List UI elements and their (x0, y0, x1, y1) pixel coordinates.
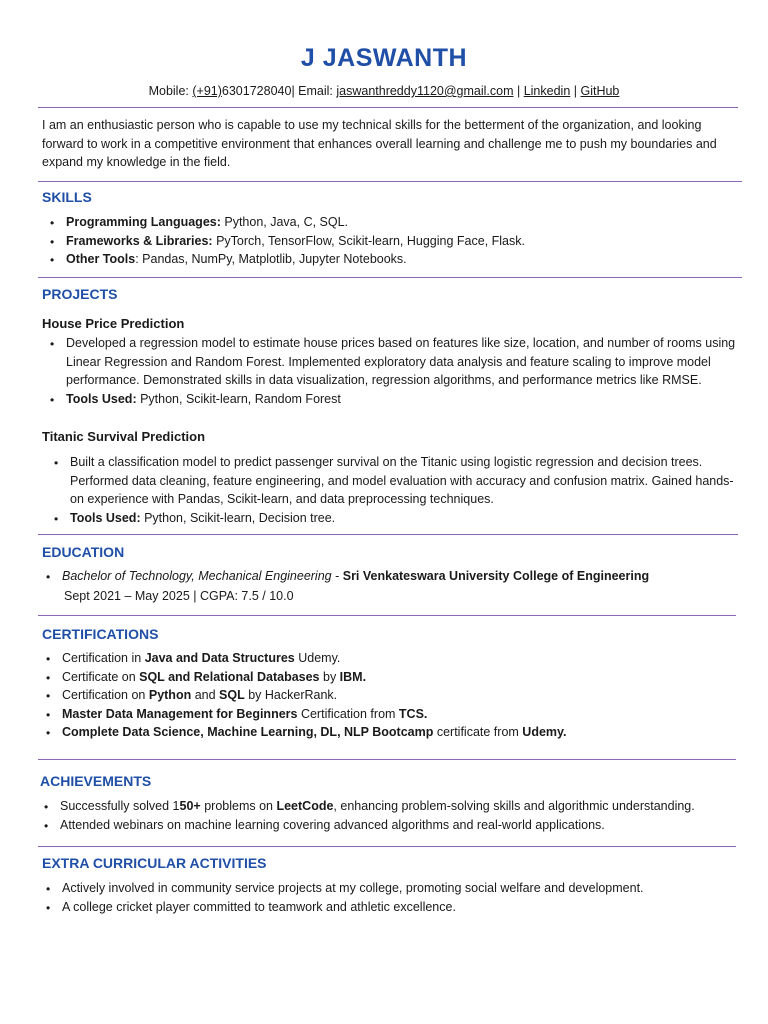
certifications-heading: CERTIFICATIONS (42, 626, 159, 642)
list-item (38, 649, 738, 668)
achievement-text: problems on (200, 799, 277, 813)
cert-name: Python (148, 688, 192, 702)
tools-text: Python, Scikit-learn, Decision tree. (140, 510, 336, 525)
list-item (38, 686, 738, 705)
separator: | (570, 84, 581, 98)
divider (38, 534, 738, 535)
cert-name: Master Data Management for Beginners (62, 706, 298, 721)
cert-text: Certification from (297, 706, 399, 721)
cert-text: Certificate on (62, 669, 140, 684)
achievement-platform: LeetCode (276, 799, 334, 813)
cert-provider: TCS. (398, 706, 428, 721)
extracurricular-heading: EXTRA CURRICULAR ACTIVITIES (42, 855, 267, 871)
dash: - (331, 569, 343, 583)
degree: Bachelor of Technology, Mechanical Engineering (62, 569, 332, 583)
cert-text: by (319, 669, 340, 684)
project-details (46, 453, 742, 527)
achievements-heading: ACHIEVEMENTS (40, 773, 152, 789)
list-item (42, 250, 742, 269)
cert-name: Java and Data Structures (144, 651, 295, 665)
list-item (38, 723, 738, 742)
project-title: Titanic Survival Prediction (42, 429, 206, 444)
projects-heading: PROJECTS (42, 286, 118, 302)
divider (38, 181, 742, 182)
candidate-name: J JASWANTH (300, 44, 468, 72)
college-name: Sri Venkateswara University College of Engineering (342, 569, 650, 583)
mobile-number: 6301728040 (221, 84, 292, 98)
cert-text: certificate from (433, 725, 523, 739)
list-item (42, 232, 742, 251)
email-link[interactable]: jaswanthreddy1120@gmail.com (336, 84, 514, 98)
education-list (38, 567, 738, 586)
list-item (42, 213, 742, 232)
list-item: • Actively involved in community service projects at my college, promoting social welfare and development. (38, 879, 738, 898)
project-description: • Built a classification model to predict passenger survival on the Titanic using logistic regression and decision trees. Performed data cleaning, feature engineering, and model evaluation with accuracy and confusion matrix. Gained hands-on experience with Pandas, Scikit-learn, and data preprocessing techniques. (46, 453, 742, 509)
cert-name: Complete Data Science, Machine Learning, DL, NLP Bootcamp (62, 725, 434, 739)
cert-text: and (191, 688, 220, 702)
list-item: • A college cricket player committed to teamwork and athletic excellence. (38, 898, 738, 917)
achievement-text: Successfully solved 1 (60, 799, 180, 813)
list-item (38, 567, 738, 586)
list-item (36, 797, 740, 816)
contact-line (0, 84, 768, 98)
list-item (38, 705, 738, 724)
cert-name: SQL and Relational Databases (139, 669, 320, 684)
email-label: | Email: (291, 84, 337, 98)
cert-name: SQL (219, 688, 245, 702)
list-item: • Attended webinars on machine learning covering advanced algorithms and real-world applications. (36, 816, 740, 835)
list-item (38, 668, 738, 687)
project-tools (42, 390, 742, 409)
cert-provider: IBM. (339, 669, 367, 684)
mobile-label: Mobile: (148, 84, 193, 98)
divider (38, 759, 736, 760)
divider (38, 277, 742, 278)
cert-text: Certification in (62, 651, 145, 665)
separator: | (513, 84, 524, 98)
cert-text: Certification on (62, 688, 149, 702)
certifications-list (38, 649, 738, 742)
tools-label: Tools Used: (66, 391, 137, 406)
skill-label: Other Tools (66, 252, 136, 266)
summary-paragraph: I am an enthusiastic person who is capable to use my technical skills for the betterment of the organization, and looking forward to work in a competitive environment that enhances overall learning and challenge me to push my boundaries and expand my knowledge in the field. (42, 118, 717, 169)
education-heading: EDUCATION (42, 544, 125, 560)
linkedin-link[interactable]: Linkedin (523, 84, 571, 98)
mobile-link[interactable]: (+91) (192, 84, 222, 98)
extracurricular-list (38, 879, 738, 916)
divider (38, 107, 738, 108)
education-dates: Sept 2021 – May 2025 | CGPA: 7.5 / 10.0 (64, 589, 294, 603)
divider (38, 846, 736, 847)
github-link[interactable]: GitHub (580, 84, 620, 98)
skill-label: Frameworks & Libraries: (66, 233, 213, 248)
project-title: House Price Prediction (42, 316, 185, 331)
achievement-count: 50+ (179, 799, 201, 813)
project-details (42, 334, 742, 408)
skill-text: : Pandas, NumPy, Matplotlib, Jupyter Notebooks. (135, 252, 407, 266)
achievement-text: , enhancing problem-solving skills and algorithmic understanding. (333, 799, 695, 813)
skill-text: Python, Java, C, SQL. (220, 215, 349, 229)
divider (38, 615, 736, 616)
skills-heading: SKILLS (42, 189, 92, 205)
tools-label: Tools Used: (70, 510, 141, 525)
tools-text: Python, Scikit-learn, Random Forest (136, 391, 341, 406)
project-description: • Developed a regression model to estimate house prices based on features like size, location, and number of rooms using Linear Regression and Random Forest. Implemented exploratory data analysis and feature scaling to improve model performance. Demonstrated skills in data visualization, regression algorithms, and performance metrics like RMSE. (42, 334, 742, 390)
project-tools (46, 509, 742, 528)
skills-list (42, 213, 742, 269)
cert-provider: Udemy. (522, 725, 567, 739)
cert-text: Udemy. (294, 651, 341, 665)
cert-text: by HackerRank. (244, 688, 338, 702)
skill-text: PyTorch, TensorFlow, Scikit-learn, Hugging Face, Flask. (212, 233, 525, 248)
skill-label: Programming Languages: (66, 215, 221, 229)
achievements-list (36, 797, 740, 834)
